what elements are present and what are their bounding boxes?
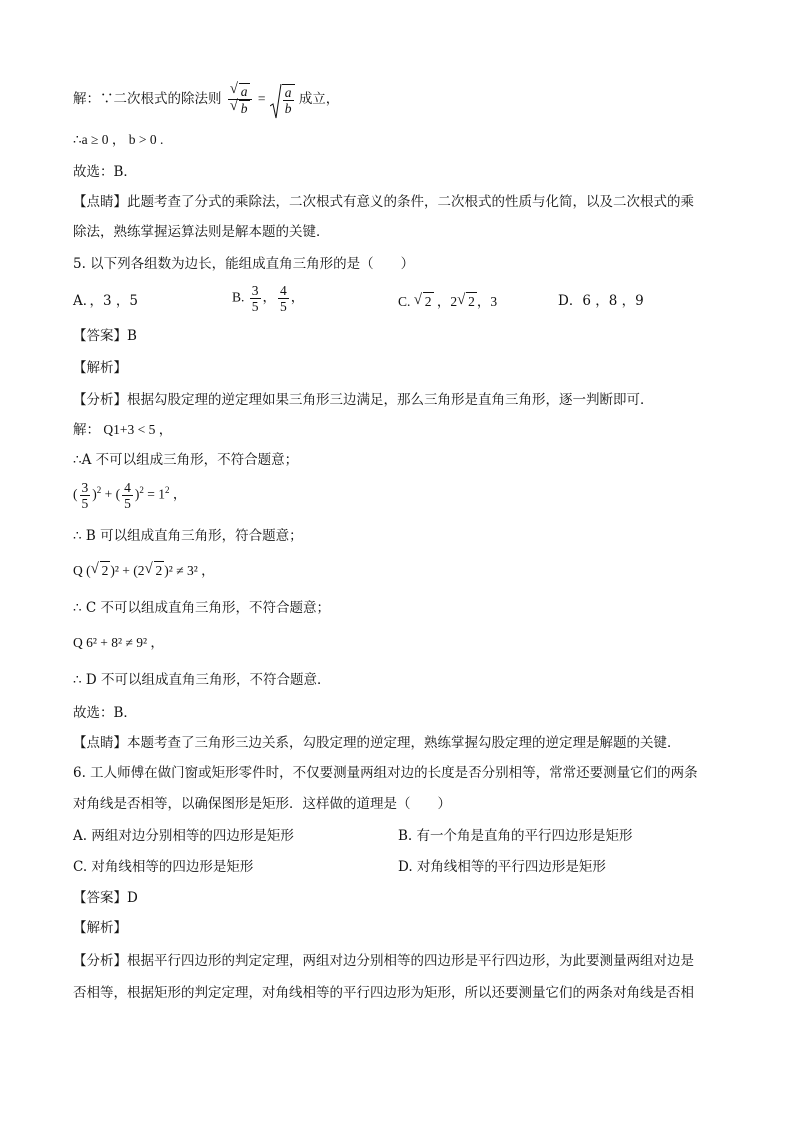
rhs-numerator: a xyxy=(284,84,292,100)
q5-s5-tail: )² ≠ 3² ， xyxy=(164,563,215,578)
q5-analysis-heading: 【解析】 xyxy=(73,360,127,376)
q5-step-9: 故选：B． xyxy=(73,705,137,721)
radical-quotient-fraction xyxy=(228,83,252,116)
q5-s5-radicand2: 2 xyxy=(155,563,163,578)
question-6-stem-line-1: 6. 工人师傅在做门窗或矩形零件时，不仅要测量两组对边的长度是否分别相等，常常还要测量它们的两条 xyxy=(73,765,698,781)
q6-answer: 【答案】D xyxy=(73,890,138,906)
q5-option-c: C. √ 2 ，2√ 2 ，3 xyxy=(398,292,497,311)
q5-step-6: ∴ C 不可以组成直角三角形，不符合题意； xyxy=(73,600,331,616)
q5-b-frac1-num: 3 xyxy=(251,283,259,298)
solution-line-division-rule xyxy=(73,83,339,116)
q6-option-c: C. 对角线相等的四边形是矩形 xyxy=(73,859,254,875)
division-rule-suffix: 成立， xyxy=(298,91,340,107)
q5-step-7: Q 6² + 8² ≠ 9² ， xyxy=(73,635,164,650)
q5-s5-prefix: Q ( xyxy=(73,563,91,578)
q5-s3-den2: 5 xyxy=(124,496,131,511)
q5-c-radicand2: 2 xyxy=(468,294,475,309)
choice-line-1: 故选：B． xyxy=(73,164,137,180)
q6-option-a: A. 两组对边分别相等的四边形是矩形 xyxy=(73,828,294,844)
question-5-stem: 5. 以下列各组数为边长，能组成直角三角形的是（ ） xyxy=(73,256,415,272)
comment-line-1: 【点睛】此题考查了分式的乘除法，二次根式有意义的条件，二次根式的性质与化简，以及二次根式的乘 xyxy=(73,194,694,210)
numerator-radicand: a xyxy=(240,84,248,99)
q5-b-frac2-num: 4 xyxy=(280,283,287,298)
q5-step-2: ∴A 不可以组成三角形，不符合题意； xyxy=(73,452,299,468)
condition-line: ∴a ≥ 0 ， b > 0 . xyxy=(73,132,164,147)
q5-c-tail: ，3 xyxy=(476,294,498,309)
q6-analysis-line-2: 否相等，根据矩形的判定定理，对角线相等的平行四边形为矩形，所以还要测量它们的两条对角线是否相 xyxy=(73,985,694,1001)
q5-analysis: 【分析】根据勾股定理的逆定理如果三角形三边满足，那么三角形是直角三角形，逐一判断即可． xyxy=(73,392,654,408)
q5-s5-radicand1: 2 xyxy=(101,563,109,578)
denominator-radicand: b xyxy=(240,101,248,116)
q5-s3-num1: 3 xyxy=(81,480,89,495)
q5-comment: 【点睛】本题考查了三角形三边关系，勾股定理的逆定理，熟练掌握勾股定理的逆定理是解题的关键． xyxy=(73,735,681,751)
q5-step-1: 解： Q1+3 < 5 ， xyxy=(73,422,173,437)
comment-line-2: 除法，熟练掌握运算法则是解本题的关键． xyxy=(73,224,330,240)
q5-s3-num2: 4 xyxy=(124,480,131,495)
q5-option-b xyxy=(232,283,304,314)
sqrt-of-fraction xyxy=(270,84,295,116)
q5-option-a: A．，3 ，5 xyxy=(73,293,138,309)
equals-sign: = xyxy=(257,91,266,106)
q5-s3-tail: = 1 xyxy=(147,486,165,502)
q5-b-frac2-den: 5 xyxy=(280,299,287,314)
q5-step-3: ( $\frac{3}{5}$ )$^2$ + ( $\frac{4}{5}$ )$^2 = 1^2$ ， xyxy=(73,480,187,511)
rhs-denominator: b xyxy=(284,100,292,116)
q5-b-sep1: ， xyxy=(262,289,277,305)
q6-analysis-line-1: 【分析】根据平行四边形的判定定理，两组对边分别相等的四边形是平行四边形，为此要测量两组对边是 xyxy=(73,953,694,969)
q5-c-radicand1: 2 xyxy=(424,294,432,309)
q6-option-d: D. 对角线相等的平行四边形是矩形 xyxy=(398,859,606,875)
q5-b-frac1-den: 5 xyxy=(251,299,259,314)
q5-option-b-label: B. xyxy=(232,289,245,305)
q6-option-b: B. 有一个角是直角的平行四边形是矩形 xyxy=(398,828,633,844)
q5-c-coef: 2 xyxy=(450,294,458,309)
q5-s5-mid: )² + (2 xyxy=(110,563,145,578)
q5-step-8: ∴ D 不可以组成直角三角形，不符合题意． xyxy=(73,672,331,688)
q5-b-sep2: ， xyxy=(290,289,305,305)
question-6-stem-line-2: 对角线是否相等，以确保图形是矩形．这样做的道理是（ ） xyxy=(73,796,451,812)
q5-step-5 xyxy=(73,561,215,580)
q5-step-4: ∴ B 可以组成直角三角形，符合题意； xyxy=(73,528,303,544)
q5-s3-den1: 5 xyxy=(81,496,89,511)
division-rule-prefix: 解：∵二次根式的除法则 xyxy=(73,91,222,107)
q5-option-c-label: C. xyxy=(398,294,411,309)
q5-answer: 【答案】B xyxy=(73,328,137,344)
q6-analysis-heading: 【解析】 xyxy=(73,920,127,936)
q5-option-d: D．6 ，8 ，9 xyxy=(558,293,644,309)
